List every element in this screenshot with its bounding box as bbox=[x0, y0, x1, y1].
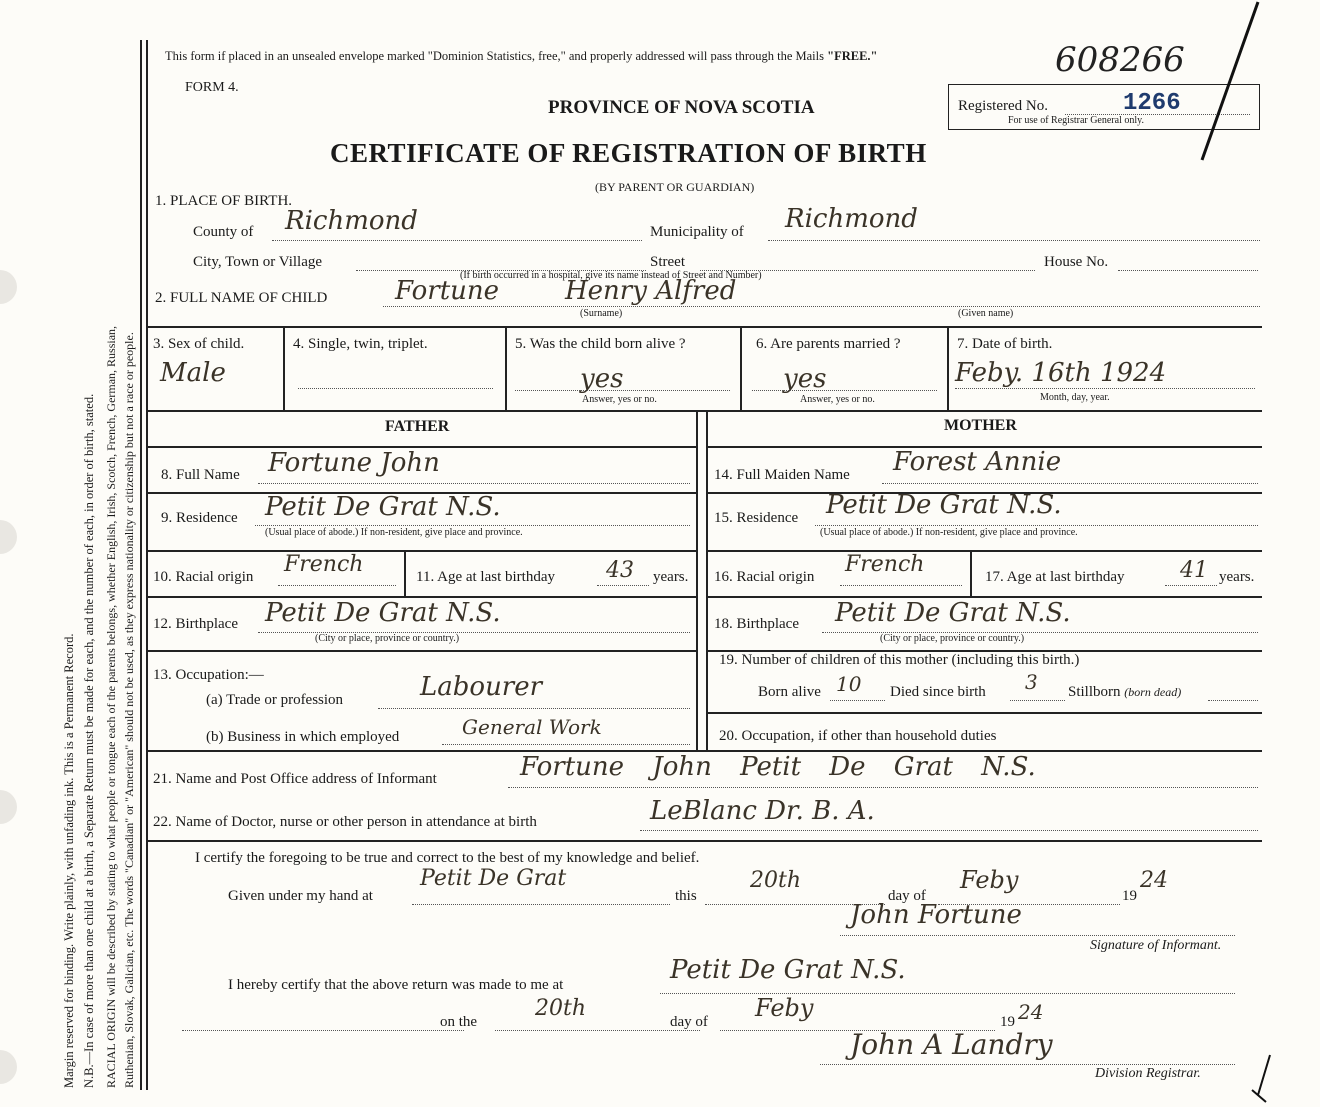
child-given-name: Henry Alfred bbox=[565, 276, 737, 306]
registered-note: For use of Registrar General only. bbox=[1008, 115, 1144, 126]
left-border-inner bbox=[146, 40, 148, 1090]
given-month: Feby bbox=[960, 866, 1019, 894]
hospital-note: (If birth occurred in a hospital, give its name instead of Street and Number) bbox=[460, 270, 762, 281]
trade-value: Labourer bbox=[420, 672, 543, 702]
street-label: Street bbox=[650, 254, 685, 270]
dob-value: Feby. 16th 1924 bbox=[955, 358, 1167, 388]
margin-note: Ruthenian, Slovak, Galician, etc. The words "Canadian" or "American" should not be used, as they express nationality or citizenship but not a race or people. bbox=[122, 332, 136, 1088]
registrar-place: Petit De Grat N.S. bbox=[670, 955, 906, 985]
certificate-subtitle: (BY PARENT OR GUARDIAN) bbox=[595, 180, 755, 194]
mother-racial-label: 16. Racial origin bbox=[714, 569, 815, 585]
mother-birthplace-label: 18. Birthplace bbox=[714, 616, 799, 632]
died-since-birth-label: Died since birth bbox=[890, 684, 986, 700]
mother-birthplace-value: Petit De Grat N.S. bbox=[835, 598, 1071, 628]
place-of-birth-label: 1. PLACE OF BIRTH. bbox=[155, 193, 293, 209]
registered-value: 1266 bbox=[1123, 90, 1181, 117]
answer-caption: Answer, yes or no. bbox=[800, 394, 875, 405]
municipality-label: Municipality of bbox=[650, 224, 744, 240]
dob-label: 7. Date of birth. bbox=[957, 336, 1053, 352]
father-racial-label: 10. Racial origin bbox=[153, 569, 254, 585]
parents-married-value: yes bbox=[783, 364, 827, 394]
margin-note: RACIAL ORIGIN will be described by stating to what people or tongue each of the parents belongs, whether English, Irish, Scotch, French, German, Russian, bbox=[104, 325, 118, 1088]
binding-hole bbox=[0, 790, 17, 824]
stillborn-label: Stillborn (born dead) bbox=[1068, 684, 1182, 700]
mother-years: years. bbox=[1219, 569, 1255, 585]
mother-age-value: 41 bbox=[1180, 558, 1208, 583]
mother-racial-value: French bbox=[845, 552, 925, 577]
given-place: Petit De Grat bbox=[420, 866, 567, 891]
trade-label: (a) Trade or profession bbox=[206, 692, 344, 708]
registrar-statement: I hereby certify that the above return was made to me at bbox=[228, 977, 564, 993]
father-residence-value: Petit De Grat N.S. bbox=[265, 492, 501, 522]
binding-hole bbox=[0, 270, 17, 304]
father-name-label: 8. Full Name bbox=[161, 467, 240, 483]
business-value: General Work bbox=[462, 715, 602, 739]
mother-header: MOTHER bbox=[944, 417, 1017, 434]
this-label: this bbox=[675, 888, 697, 904]
county-value: Richmond bbox=[285, 206, 418, 236]
born-alive-label: 5. Was the child born alive ? bbox=[515, 336, 686, 352]
registrar-year: 24 bbox=[1018, 1000, 1044, 1024]
left-border bbox=[140, 40, 142, 1090]
sex-label: 3. Sex of child. bbox=[153, 336, 245, 352]
informant-value: Fortune John Petit De Grat N.S. bbox=[520, 752, 1036, 782]
born-alive-count: 10 bbox=[836, 672, 862, 696]
multiple-birth-label: 4. Single, twin, triplet. bbox=[293, 336, 428, 352]
registrar-day-of-label: day of bbox=[670, 1014, 708, 1030]
born-alive-count-label: Born alive bbox=[758, 684, 821, 700]
registrar-caption: Division Registrar. bbox=[1095, 1066, 1201, 1081]
city-label: City, Town or Village bbox=[193, 254, 323, 270]
registrar-month: Feby bbox=[755, 994, 814, 1022]
answer-caption: Answer, yes or no. bbox=[582, 394, 657, 405]
certificate-title: CERTIFICATE OF REGISTRATION OF BIRTH bbox=[330, 138, 927, 168]
registrar-year-prefix: 19 bbox=[1000, 1014, 1015, 1030]
doctor-value: LeBlanc Dr. B. A. bbox=[650, 796, 875, 826]
sex-value: Male bbox=[160, 358, 226, 388]
stamp-number: 608266 bbox=[1055, 40, 1185, 80]
father-birthplace-value: Petit De Grat N.S. bbox=[265, 598, 501, 628]
mother-name-label: 14. Full Maiden Name bbox=[714, 467, 850, 483]
parents-married-label: 6. Are parents married ? bbox=[756, 336, 901, 352]
county-label: County of bbox=[193, 224, 254, 240]
margin-note: Margin reserved for binding. Write plainly, with unfading ink. This is a Permanent Record. bbox=[62, 633, 76, 1088]
father-birthplace-label: 12. Birthplace bbox=[153, 616, 238, 632]
mail-notice: This form if placed in an unsealed envelope marked "Dominion Statistics, free," and properly addressed will pass through the Mails "FREE." bbox=[165, 49, 878, 63]
registered-label: Registered No. bbox=[958, 98, 1048, 114]
father-header: FATHER bbox=[385, 418, 450, 435]
child-name-label: 2. FULL NAME OF CHILD bbox=[155, 290, 328, 306]
margin-note: N.B.—In case of more than one child at a birth, a Separate Return must be made for each, and the number of each, in order of birth, stated. bbox=[82, 393, 96, 1088]
dob-caption: Month, day, year. bbox=[1040, 392, 1110, 403]
given-caption: (Given name) bbox=[958, 308, 1014, 319]
business-label: (b) Business in which employed bbox=[206, 729, 400, 745]
doctor-label: 22. Name of Doctor, nurse or other person in attendance at birth bbox=[153, 814, 537, 830]
child-surname: Fortune bbox=[395, 276, 500, 306]
house-label: House No. bbox=[1044, 254, 1109, 270]
father-racial-value: French bbox=[284, 552, 364, 577]
mother-residence-caption: (Usual place of abode.) If non-resident, give place and province. bbox=[820, 527, 1078, 538]
mother-name-value: Forest Annie bbox=[893, 447, 1062, 477]
day-of-label: day of bbox=[888, 888, 926, 904]
born-alive-value: yes bbox=[580, 364, 624, 394]
father-age-value: 43 bbox=[606, 558, 634, 583]
form-number: FORM 4. bbox=[185, 80, 239, 95]
mother-birthplace-caption: (City or place, province or country.) bbox=[880, 633, 1025, 644]
children-count-label: 19. Number of children of this mother (including this birth.) bbox=[719, 652, 1080, 668]
informant-label: 21. Name and Post Office address of Informant bbox=[153, 771, 437, 787]
registrar-day: 20th bbox=[535, 996, 587, 1021]
municipality-value: Richmond bbox=[785, 204, 918, 234]
informant-signature: John Fortune bbox=[850, 900, 1022, 930]
certify-statement: I certify the foregoing to be true and correct to the best of my knowledge and belief. bbox=[195, 850, 700, 866]
father-years: years. bbox=[653, 569, 689, 585]
occupation-label: 13. Occupation:— bbox=[153, 667, 264, 683]
died-since-birth-count: 3 bbox=[1025, 670, 1038, 694]
mother-residence-value: Petit De Grat N.S. bbox=[826, 490, 1062, 520]
on-the-label: on the bbox=[440, 1014, 478, 1030]
given-year: 24 bbox=[1140, 868, 1168, 893]
binding-hole bbox=[0, 520, 17, 554]
given-label: Given under my hand at bbox=[228, 888, 373, 904]
mother-residence-label: 15. Residence bbox=[714, 510, 799, 526]
province-title: PROVINCE OF NOVA SCOTIA bbox=[548, 97, 815, 118]
registrar-signature: John A Landry bbox=[850, 1028, 1053, 1061]
surname-caption: (Surname) bbox=[580, 308, 623, 319]
binding-hole bbox=[0, 1050, 17, 1084]
informant-signature-caption: Signature of Informant. bbox=[1090, 938, 1222, 953]
given-day: 20th bbox=[750, 868, 802, 893]
given-year-prefix: 19 bbox=[1122, 888, 1137, 904]
mother-occupation-label: 20. Occupation, if other than household duties bbox=[719, 728, 997, 744]
mother-age-label: 17. Age at last birthday bbox=[985, 569, 1125, 585]
father-residence-caption: (Usual place of abode.) If non-resident, give place and province. bbox=[265, 527, 523, 538]
father-age-label: 11. Age at last birthday bbox=[416, 569, 555, 585]
father-birthplace-caption: (City or place, province or country.) bbox=[315, 633, 460, 644]
pen-tick-mark bbox=[1240, 1050, 1280, 1105]
pen-slash-mark bbox=[1180, 0, 1270, 170]
father-name-value: Fortune John bbox=[268, 448, 440, 478]
father-residence-label: 9. Residence bbox=[161, 510, 238, 526]
